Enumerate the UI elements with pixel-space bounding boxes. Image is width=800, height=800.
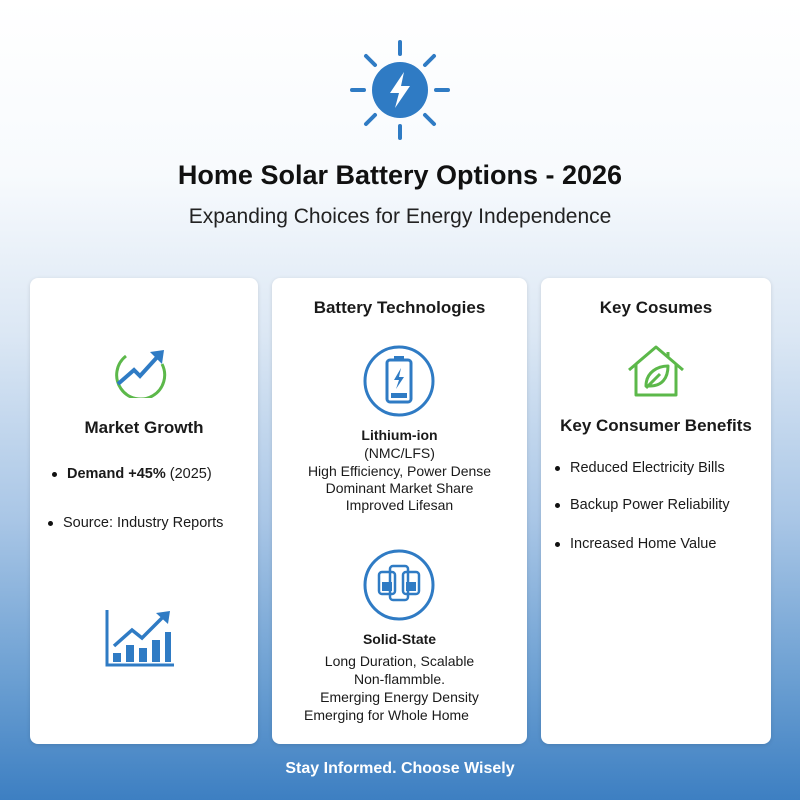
benefit-item: Backup Power Reliability: [555, 497, 730, 513]
consumer-benefits-card: [541, 278, 771, 744]
market-growth-heading: Market Growth: [84, 418, 204, 437]
tech-1-line: Improved Lifesan: [345, 497, 454, 513]
tech-2-name: Solid-State: [362, 631, 437, 647]
eco-home-icon: [626, 344, 686, 398]
bullet-demand: Demand +45% (2025): [52, 466, 212, 482]
tech-2-line: Emerging for Whole Home: [304, 707, 469, 723]
tech-2-line: Long Duration, Scalable: [324, 653, 475, 669]
bar-chart-icon: [104, 608, 176, 668]
battery-technologies-card: [272, 278, 527, 744]
tech-2-line: Emerging Energy Density: [320, 689, 479, 705]
tech-2-line: Non-flammble.: [353, 671, 446, 687]
battery-icon: [362, 344, 436, 418]
page-subtitle: Expanding Choices for Energy Independence: [188, 205, 612, 228]
tech-1-line: Dominant Market Share: [325, 480, 474, 496]
sun-bolt-icon: [348, 38, 452, 142]
technologies-heading: Battery Technologies: [313, 298, 486, 317]
tech-1-name: Lithium-ion: [361, 427, 438, 443]
tech-1-sub: (NMC/LFS): [364, 445, 435, 461]
market-growth-card: [30, 278, 258, 744]
growth-arrow-icon: [114, 344, 168, 398]
solid-state-cells-icon: [362, 548, 436, 622]
benefits-title: Key Cosumes: [599, 298, 713, 317]
benefits-heading: Key Consumer Benefits: [560, 416, 752, 435]
benefit-item: Reduced Electricity Bills: [555, 460, 725, 476]
bullet-source: Source: Industry Reports: [48, 515, 223, 531]
benefit-item: Increased Home Value: [555, 536, 716, 552]
footer-tagline: Stay Informed. Choose Wisely: [285, 760, 515, 777]
tech-1-line: High Efficiency, Power Dense: [307, 463, 492, 479]
page-title: Home Solar Battery Options - 2026: [177, 160, 623, 190]
